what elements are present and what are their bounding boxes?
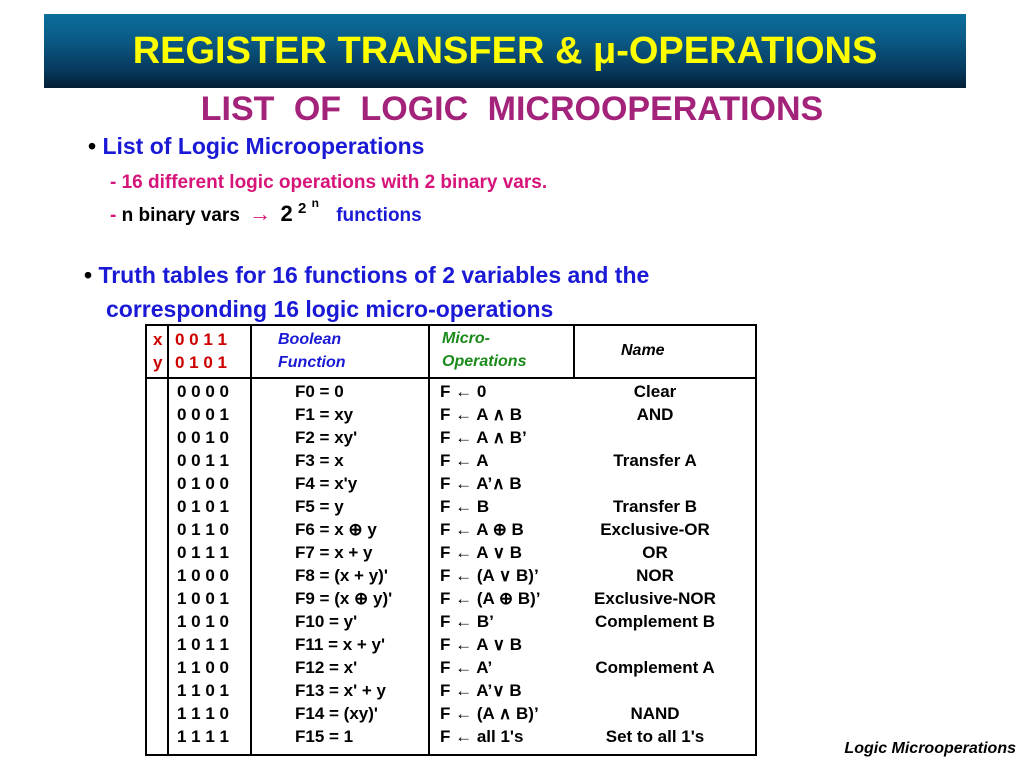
row-micro-operation: F ← (A ∨ B)’	[440, 566, 539, 585]
table-row	[0, 566, 1024, 589]
table-column-divider	[573, 324, 575, 378]
bullet-text: List of Logic Microoperations	[102, 133, 425, 159]
row-name: Complement A	[595, 658, 715, 677]
title-banner	[44, 14, 966, 88]
right-arrow-icon: →	[249, 201, 272, 226]
row-micro-operation: F ← A’∨ B	[440, 681, 522, 700]
sub-bullet-16-operations: - 16 different logic operations with 2 binary vars.	[110, 172, 548, 193]
row-micro-operation: F ← A ∧ B	[440, 405, 523, 424]
row-micro-operation: F ← all 1's	[440, 727, 524, 746]
row-bits: 0 0 1 0	[177, 428, 229, 447]
sub-bullet-text: n binary vars	[121, 205, 240, 226]
power-exponent-n: n	[311, 196, 319, 210]
row-micro-operation: F ← A’	[440, 658, 493, 677]
row-boolean-function: F10 = y'	[295, 612, 358, 631]
row-name: AND	[636, 405, 674, 424]
bullet-truth-tables	[84, 258, 649, 326]
row-boolean-function: F2 = xy'	[295, 428, 358, 447]
row-name: NAND	[630, 704, 680, 723]
row-bits: 0 0 1 1	[177, 451, 229, 470]
row-bits: 0 1 0 0	[177, 474, 229, 493]
table-row	[0, 428, 1024, 451]
power-base: 2	[280, 201, 293, 226]
row-bits: 0 1 1 0	[177, 520, 229, 539]
functions-label: functions	[336, 205, 422, 226]
row-boolean-function: F14 = (xy)'	[295, 704, 378, 723]
row-name: Exclusive-OR	[600, 520, 710, 539]
row-bits: 0 1 1 1	[177, 543, 229, 562]
row-bits: 1 1 1 1	[177, 727, 229, 746]
bullet-dot: •	[88, 133, 97, 159]
row-micro-operation: F ← A ∨ B	[440, 543, 523, 562]
row-micro-operation: F ← A	[440, 451, 489, 470]
table-row	[0, 658, 1024, 681]
row-boolean-function: F13 = x' + y	[295, 681, 386, 700]
row-bits: 1 1 0 1	[177, 681, 229, 700]
row-boolean-function: F7 = x + y	[295, 543, 373, 562]
row-boolean-function: F12 = x'	[295, 658, 358, 677]
header-boolean-line2: Function	[278, 354, 346, 371]
row-name: Transfer B	[612, 497, 698, 516]
row-micro-operation: F ← (A ∧ B)’	[440, 704, 539, 723]
row-bits: 1 0 0 0	[177, 566, 229, 585]
row-name: Set to all 1's	[605, 727, 705, 746]
power-exponent: 2	[297, 200, 307, 217]
header-x-label: x	[153, 330, 163, 349]
table-header-divider	[145, 377, 757, 379]
row-name: Exclusive-NOR	[594, 589, 716, 608]
header-micro-line1: Micro-	[442, 330, 490, 347]
row-name: Complement B	[595, 612, 715, 631]
row-boolean-function: F6 = x ⊕ y	[295, 520, 377, 539]
row-boolean-function: F3 = x	[295, 451, 344, 470]
header-y-label: y	[153, 353, 163, 372]
row-micro-operation: F ← 0	[440, 382, 487, 401]
table-row	[0, 451, 1024, 474]
row-boolean-function: F0 = 0	[295, 382, 344, 401]
row-name: NOR	[636, 566, 674, 585]
row-bits: 1 1 0 0	[177, 658, 229, 677]
row-boolean-function: F1 = xy	[295, 405, 354, 424]
table-row	[0, 497, 1024, 520]
bullet-dot: •	[84, 262, 93, 288]
row-bits: 0 0 0 0	[177, 382, 229, 401]
row-boolean-function: F11 = x + y'	[295, 635, 386, 654]
row-bits: 1 1 1 0	[177, 704, 229, 723]
row-name: Transfer A	[613, 451, 697, 470]
header-micro-line2: Operations	[442, 353, 527, 370]
row-micro-operation: F ← A ∧ B’	[440, 428, 527, 447]
bullet-list-of-logic-microoperations	[88, 133, 424, 160]
row-bits: 0 0 0 1	[177, 405, 229, 424]
slide-footer: Logic Microoperations	[844, 740, 1016, 757]
row-micro-operation: F ← A ⊕ B	[440, 520, 524, 539]
row-micro-operation: F ← A’∧ B	[440, 474, 522, 493]
slide-subtitle: LIST OF LOGIC MICROOPERATIONS	[200, 90, 824, 128]
table-row	[0, 612, 1024, 635]
header-x-bits: 0 0 1 1	[175, 330, 227, 349]
row-bits: 0 1 0 1	[177, 497, 229, 516]
table-row	[0, 589, 1024, 612]
row-bits: 1 0 0 1	[177, 589, 229, 608]
row-boolean-function: F15 = 1	[295, 727, 354, 746]
row-name: Clear	[633, 382, 677, 401]
row-micro-operation: F ← A ∨ B	[440, 635, 523, 654]
table-row	[0, 681, 1024, 704]
table-row	[0, 382, 1024, 405]
row-boolean-function: F9 = (x ⊕ y)'	[295, 589, 393, 608]
table-row	[0, 543, 1024, 566]
slide-title: REGISTER TRANSFER & μ-OPERATIONS	[132, 29, 878, 72]
row-name: OR	[642, 543, 668, 562]
table-row	[0, 474, 1024, 497]
row-micro-operation: F ← (A ⊕ B)’	[440, 589, 541, 608]
row-bits: 1 0 1 0	[177, 612, 229, 631]
row-boolean-function: F4 = x'y	[295, 474, 358, 493]
row-micro-operation: F ← B	[440, 497, 490, 516]
table-row	[0, 520, 1024, 543]
row-bits: 1 0 1 1	[177, 635, 229, 654]
table-row	[0, 704, 1024, 727]
sub-bullet-n-binary-vars	[110, 196, 422, 227]
bullet-text-line1: Truth tables for 16 functions of 2 variables and the	[98, 262, 650, 288]
table-row	[0, 635, 1024, 658]
sub-bullet-dash: -	[110, 205, 117, 226]
header-y-bits: 0 1 0 1	[175, 353, 227, 372]
header-name: Name	[621, 342, 665, 359]
bullet-text-line2: corresponding 16 logic micro-operations	[106, 296, 554, 322]
row-micro-operation: F ← B’	[440, 612, 494, 631]
row-boolean-function: F8 = (x + y)'	[295, 566, 388, 585]
row-boolean-function: F5 = y	[295, 497, 344, 516]
header-boolean-line1: Boolean	[278, 331, 342, 348]
table-row	[0, 405, 1024, 428]
